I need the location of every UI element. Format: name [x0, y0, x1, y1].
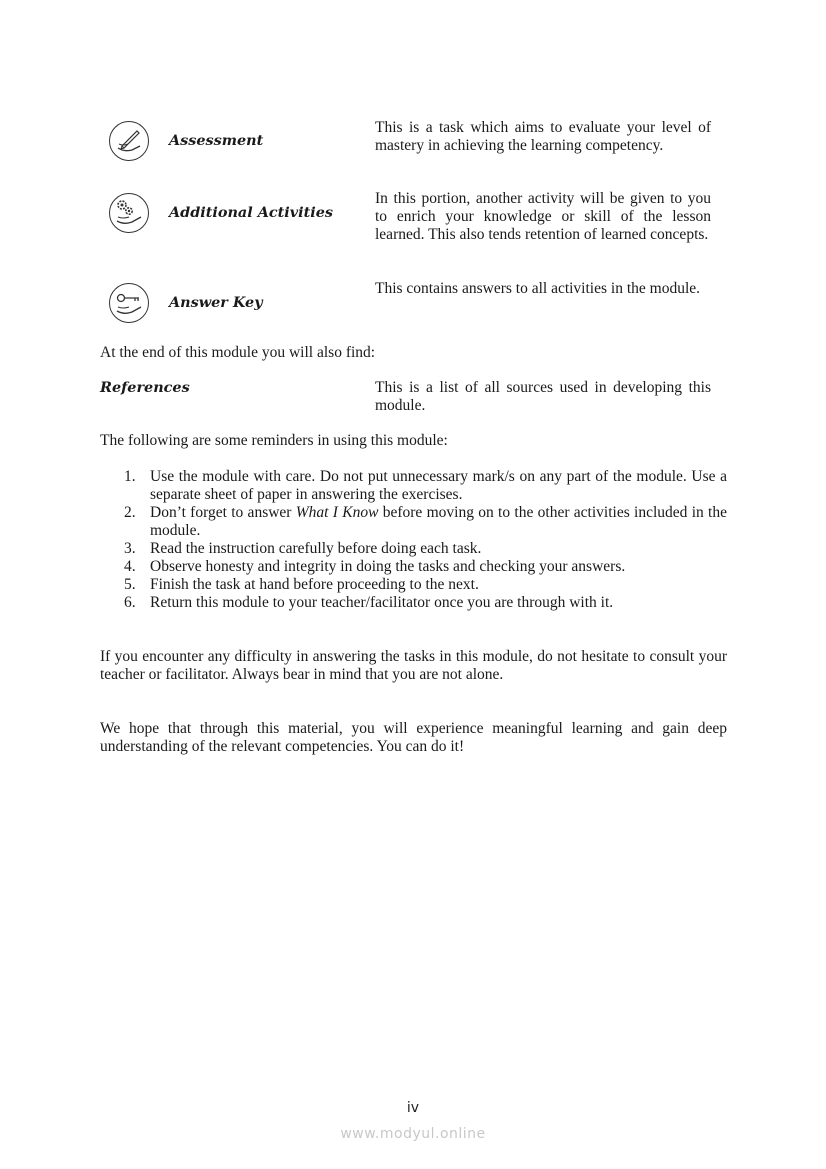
hand-gears-icon — [109, 193, 149, 233]
list-item-text: Return this module to your teacher/facilitator once you are through with it. — [150, 594, 614, 611]
page-number: iv — [406, 1100, 420, 1116]
list-item-text: Observe honesty and integrity in doing the tasks and checking your answers. — [150, 558, 626, 575]
term-answer-key: Answer Key — [169, 294, 263, 311]
end-intro: At the end of this module you will also find: — [100, 344, 376, 361]
list-item-text: Read the instruction carefully before doing each task. — [150, 540, 482, 557]
list-item-number: 1. — [124, 468, 136, 485]
list-item-number: 5. — [124, 576, 136, 593]
term-assessment: Assessment — [169, 132, 264, 149]
hand-key-icon — [109, 283, 149, 323]
list-item-text: Use the module with care. Do not put unnecessary mark/s on any part of the module. Use a separate sheet of paper in answering the exercises. — [150, 468, 727, 503]
list-item-number: 3. — [124, 540, 136, 557]
list-item — [100, 576, 727, 594]
desc-answer-key: This contains answers to all activities in the module. — [375, 280, 701, 297]
desc-additional-activities: In this portion, another activity will be given to you to enrich your knowledge or skill of the lesson learned. This also tends retention of learned concepts. — [375, 190, 711, 243]
reminders-list — [100, 468, 727, 612]
list-item-number: 2. — [124, 504, 136, 521]
list-item-emphasis: What I Know — [295, 504, 379, 521]
list-item — [100, 594, 727, 612]
reminders-intro: The following are some reminders in using this module: — [100, 432, 448, 449]
desc-references: This is a list of all sources used in developing this module. — [375, 379, 711, 414]
term-additional-activities: Additional Activities — [169, 204, 333, 221]
list-item — [100, 504, 727, 540]
term-references: References — [100, 379, 190, 396]
list-item-number: 6. — [124, 594, 136, 611]
hand-pen-icon — [109, 121, 149, 161]
desc-assessment: This is a task which aims to evaluate your level of mastery in achieving the learning competency. — [375, 119, 711, 154]
list-item-text: Finish the task at hand before proceeding to the next. — [150, 576, 479, 593]
closing-paragraph: We hope that through this material, you will experience meaningful learning and gain deep understanding of the relevant competencies. You can do it! — [100, 720, 727, 755]
list-item-text: before moving on to the other activities included in the module. — [150, 504, 727, 539]
difficulty-paragraph: If you encounter any difficulty in answering the tasks in this module, do not hesitate to consult your teacher or facilitator. Always bear in mind that you are not alone. — [100, 648, 727, 683]
watermark: www.modyul.online — [340, 1126, 486, 1142]
list-item — [100, 468, 727, 504]
list-item — [100, 540, 727, 558]
list-item-number: 4. — [124, 558, 136, 575]
list-item — [100, 558, 727, 576]
list-item-text: Don’t forget to answer — [150, 504, 296, 521]
